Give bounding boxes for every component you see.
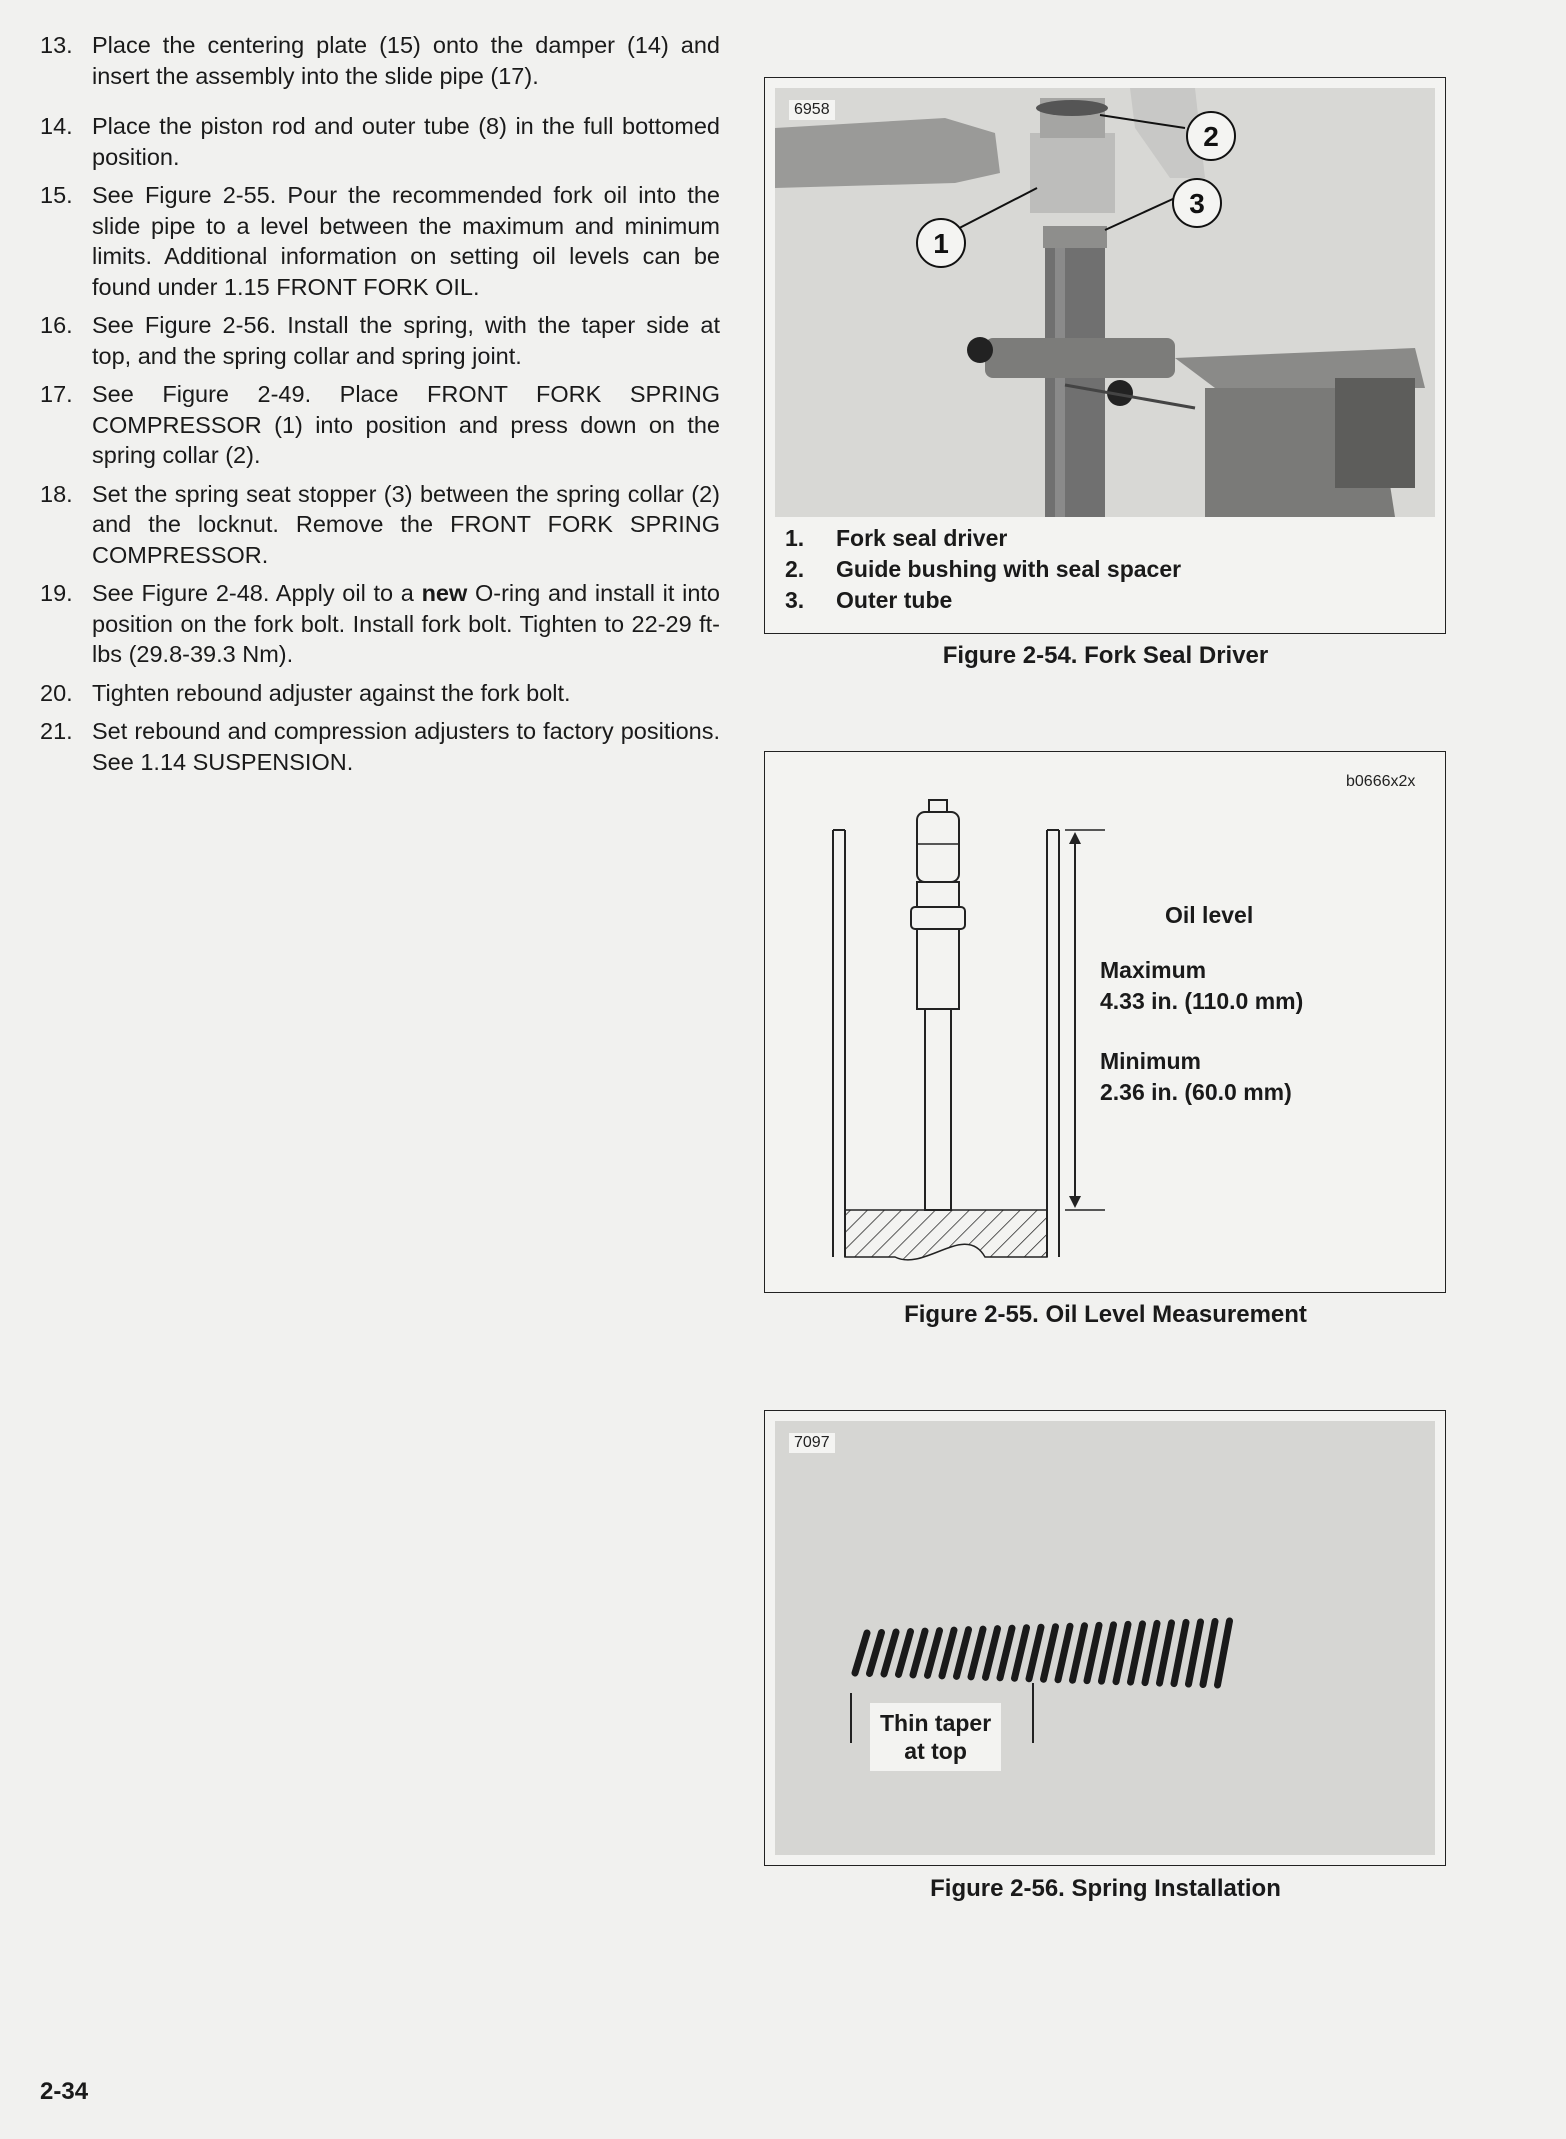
spring-coil <box>942 1630 954 1676</box>
step-21: 21. Set rebound and compression adjusters to factory positions. See 1.14 SUSPENSION. <box>40 718 720 775</box>
legend-item: 3. Outer tube <box>785 587 953 613</box>
spring-coil <box>986 1629 998 1678</box>
step-16: 16. See Figure 2-56. Install the spring, with the taper side at top, and the spring collar and spring joint. <box>40 312 720 369</box>
figure-2-54-caption: Figure 2-54. Fork Seal Driver <box>942 642 1269 669</box>
callout-2-label: 2 <box>1203 121 1219 152</box>
spring-coil <box>971 1629 983 1677</box>
spring-coil <box>1131 1624 1143 1682</box>
oil-level-diagram <box>765 752 1445 1292</box>
spring-coil <box>1203 1621 1215 1684</box>
minimum-label: Minimum <box>1100 1048 1201 1074</box>
maximum-label: Maximum <box>1100 957 1207 983</box>
callout-1-label: 1 <box>933 228 949 259</box>
spring-coil <box>957 1630 969 1677</box>
figure-2-55-image-id: b0666x2x <box>1346 773 1416 790</box>
minimum-value: 2.36 in. (60.0 mm) <box>1100 1079 1292 1105</box>
figure-2-54-image-id: 6958 <box>789 100 835 120</box>
spring-coil <box>1102 1625 1114 1681</box>
spring-coil <box>870 1633 882 1674</box>
figure-2-56-image-id: 7097 <box>789 1433 835 1453</box>
spring-coil <box>855 1633 867 1673</box>
spring-coil <box>884 1632 896 1674</box>
spring-coil <box>1058 1626 1070 1679</box>
spring-coil <box>1174 1622 1186 1683</box>
spring-coil <box>1160 1623 1172 1683</box>
callout-3-label: 3 <box>1189 188 1205 219</box>
spring-coil <box>1087 1625 1099 1680</box>
figure-2-54-box <box>764 77 1446 634</box>
spring-coil <box>899 1632 911 1675</box>
spring-illustration <box>775 1421 1435 1855</box>
fork-seal-driver-illustration <box>775 88 1435 517</box>
step-13: 13. Place the centering plate (15) onto the damper (14) and insert the assembly into the slide pipe (17). <box>40 32 720 89</box>
callout-1 <box>917 219 965 267</box>
figure-2-56-box <box>764 1410 1446 1866</box>
maximum-value: 4.33 in. (110.0 mm) <box>1100 988 1304 1014</box>
step-14: 14. Place the piston rod and outer tube (8) in the full bottomed position. <box>40 113 720 170</box>
spring-installation-photo <box>775 1421 1435 1855</box>
spring-coil <box>928 1631 940 1676</box>
spring-coil <box>1189 1622 1201 1684</box>
step-18: 18. Set the spring seat stopper (3) between the spring collar (2) and the locknut. Remove the FRONT FORK SPRING COMPRESSOR. <box>40 480 720 568</box>
spring-coil <box>1116 1624 1128 1681</box>
legend-item: 2. Guide bushing with seal spacer <box>785 556 1182 582</box>
step-19: 19. See Figure 2-48. Apply oil to a new O-ring and install it into position on the fork bolt. Install fork bolt. Tighten to 22-29 ft-lbs (29.8-39.3 Nm). <box>40 580 720 667</box>
spring-coil <box>1000 1628 1012 1678</box>
step-17: 17. See Figure 2-49. Place FRONT FORK SPRING COMPRESSOR (1) into position and press down on the spring collar (2). <box>40 381 720 468</box>
step-15: 15. See Figure 2-55. Pour the recommended fork oil into the slide pipe to a level between the maximum and minimum limits. Additional information on setting oil levels can be found under 1.15 FRONT FORK OIL. <box>40 182 720 300</box>
figure-2-55-box <box>764 751 1446 1293</box>
figure-2-56-caption: Figure 2-56. Spring Installation <box>930 1875 1281 1902</box>
spring-coil <box>1145 1623 1157 1682</box>
spring-coil <box>1218 1621 1230 1685</box>
figure-2-55-caption: Figure 2-55. Oil Level Measurement <box>904 1301 1307 1328</box>
step-20: 20. Tighten rebound adjuster against the fork bolt. <box>40 679 571 706</box>
page-number: 2-34 <box>40 2078 89 2105</box>
spring-coil <box>1015 1628 1027 1679</box>
callout-2 <box>1187 112 1235 160</box>
callout-3 <box>1173 179 1221 227</box>
legend-item: 1. Fork seal driver <box>785 525 1008 551</box>
oil-level-label: Oil level <box>1165 902 1254 928</box>
spring-coil <box>913 1631 925 1675</box>
spring-coil <box>1073 1626 1085 1680</box>
fork-seal-driver-photo <box>775 88 1435 517</box>
procedure-steps <box>40 30 720 785</box>
thin-taper-label: Thin taper at top <box>870 1703 1001 1771</box>
spring-coil <box>1029 1627 1041 1679</box>
spring-coil <box>1044 1627 1056 1679</box>
figure-2-54-legend <box>785 523 1181 616</box>
